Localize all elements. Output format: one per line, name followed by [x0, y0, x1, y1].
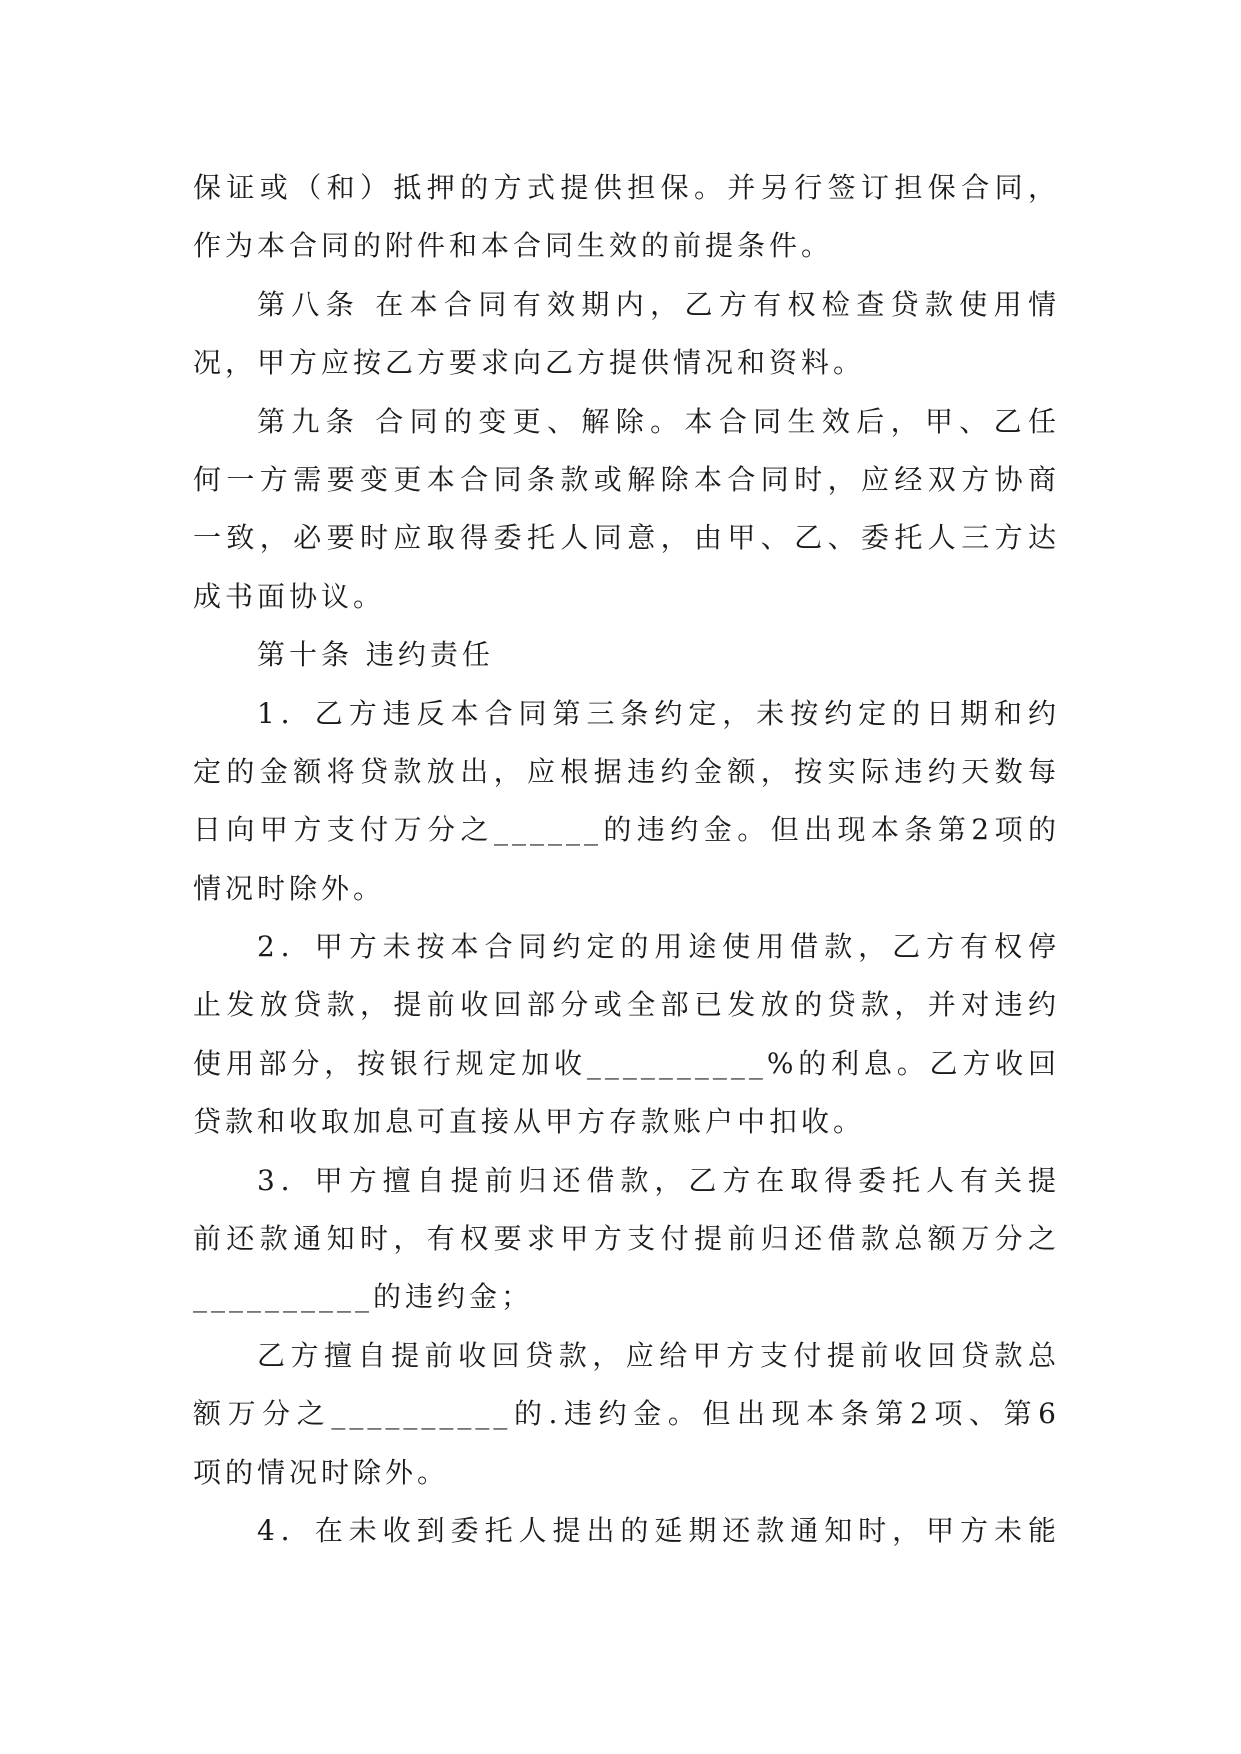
paragraph-continued — [193, 159, 1060, 276]
paragraph-article-10-heading — [193, 626, 1060, 684]
text-line: 前还款通知时，有权要求甲方支付提前归还借款总额万分之 — [193, 1222, 1060, 1256]
text-line: 项的情况时除外。 — [193, 1455, 450, 1489]
text-line: 止发放贷款，提前收回部分或全部已发放的贷款，并对违约 — [193, 988, 1060, 1022]
text-line: 成书面协议。 — [193, 579, 386, 613]
text-line: 定的金额将贷款放出，应根据违约金额，按实际违约天数每 — [193, 754, 1060, 788]
text-line: 贷款和收取加息可直接从甲方存款账户中扣收。 — [193, 1105, 866, 1139]
text-line: 一致，必要时应取得委托人同意，由甲、乙、委托人三方达 — [193, 521, 1060, 555]
text-line: 第八条 在本合同有效期内，乙方有权检查贷款使用情 — [257, 287, 1060, 321]
section-heading: 第十条 违约责任 — [257, 638, 494, 672]
text-line: 额万分之__________的.违约金。但出现本条第2项、第6 — [193, 1397, 1060, 1431]
text-line: 乙方擅自提前收回贷款，应给甲方支付提前收回贷款总 — [257, 1338, 1060, 1372]
text-line: 3．甲方擅自提前归还借款，乙方在取得委托人有关提 — [257, 1163, 1060, 1197]
paragraph-clause-3-continued — [193, 1327, 1060, 1502]
text-line: __________的违约金； — [193, 1280, 534, 1314]
paragraph-clause-1 — [193, 685, 1060, 919]
text-line: 何一方需要变更本合同条款或解除本合同时，应经双方协商 — [193, 462, 1060, 496]
text-line: 使用部分，按银行规定加收__________%的利息。乙方收回 — [193, 1046, 1060, 1080]
paragraph-clause-2 — [193, 918, 1060, 1152]
paragraph-clause-3 — [193, 1152, 1060, 1327]
text-line: 保证或（和）抵押的方式提供担保。并另行签订担保合同， — [193, 171, 1060, 204]
text-line: 作为本合同的附件和本合同生效的前提条件。 — [193, 229, 834, 263]
document-body — [193, 159, 1060, 1560]
text-line: 况，甲方应按乙方要求向乙方提供情况和资料。 — [193, 346, 866, 380]
text-line: 4．在未收到委托人提出的延期还款通知时，甲方未能 — [257, 1513, 1060, 1547]
paragraph-clause-4 — [193, 1502, 1060, 1560]
text-line: 2．甲方未按本合同约定的用途使用借款，乙方有权停 — [257, 930, 1060, 964]
text-line: 情况时除外。 — [193, 871, 386, 905]
paragraph-article-9 — [193, 393, 1060, 627]
paragraph-article-8 — [193, 276, 1060, 393]
text-line: 第九条 合同的变更、解除。本合同生效后，甲、乙任 — [257, 404, 1060, 438]
text-line: 1．乙方违反本合同第三条约定，未按约定的日期和约 — [257, 696, 1060, 730]
text-line: 日向甲方支付万分之______的违约金。但出现本条第2项的 — [193, 813, 1060, 847]
